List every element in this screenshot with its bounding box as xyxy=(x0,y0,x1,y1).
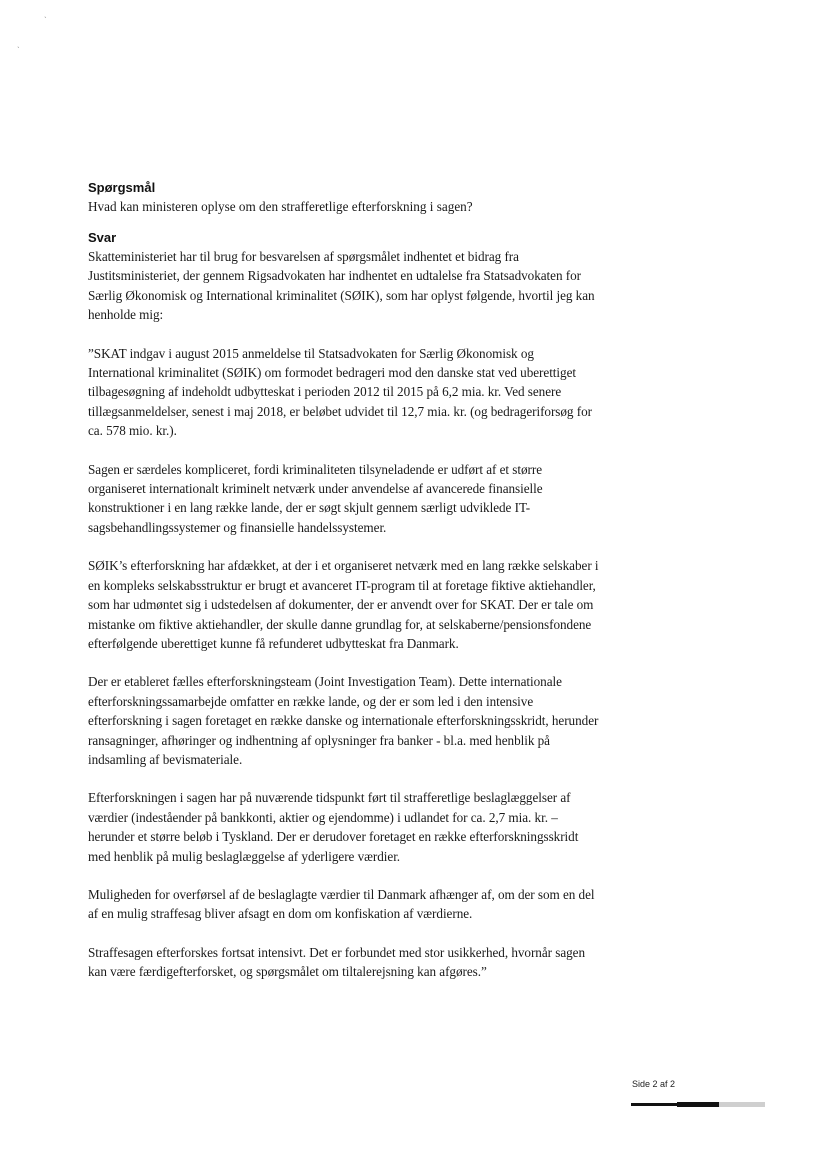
answer-paragraph: Straffesagen efterforskes fortsat intensivt. Det er forbundet med stor usikkerhed, hvornår sagen kan være færdigefterforsket, og spørgsmålet om tiltalerejsning kan afgøres.” xyxy=(88,944,586,980)
scan-artifact-mark: ˎ xyxy=(44,9,47,18)
answer-paragraph: Sagen er særdeles kompliceret, fordi kriminaliteten tilsyneladende er udført af et større organiseret internationalt kriminelt netværk under anvendelse af avancerede finansielle konstruktioner i en lang række lande, der er søgt skjult gennem særligt udviklede IT-sagsbehandlingssystemer og finansielle handelssystemer. xyxy=(88,461,543,535)
answer-paragraph: Muligheden for overførsel af de beslaglagte værdier til Danmark afhænger af, om der som en del af en mulig straffesag bliver afsagt en dom om konfiskation af værdierne. xyxy=(88,886,595,922)
question-heading: Spørgsmål xyxy=(88,180,156,195)
answer-paragraph: Efterforskningen i sagen har på nuværende tidspunkt ført til strafferetlige beslaglæggelser af værdier (indeståender på bankkonti, aktier og ejendomme) i udlandet for ca. 2,7 mia. kr. – herunder et større beløb i Tyskland. Der er derudover foretaget en række efterforskningsskridt med henblik på mulig beslaglæggelse af yderligere værdier. xyxy=(88,790,579,864)
answer-paragraph: ”SKAT indgav i august 2015 anmeldelse til Statsadvokaten for Særlig Økonomisk og International kriminalitet (SØIK) om formodet bedrageri mod den danske stat ved uberettiget tilbagesøgning af indeholdt udbytteskat i perioden 2012 til 2015 på 6,2 mia. kr. Ved senere tillægsanmeldelser, senest i maj 2018, er beløbet udvidet til 12,7 mia. kr. (og bedrageriforsøg for ca. 578 mio. kr.). xyxy=(88,345,592,439)
footer-rule-dark-thick xyxy=(677,1102,719,1107)
answer-heading: Svar xyxy=(88,230,117,245)
footer-rule xyxy=(631,1102,765,1107)
answer-paragraph: Skatteministeriet har til brug for besvarelsen af spørgsmålet indhentet et bidrag fra Justitsministeriet, der gennem Rigsadvokaten har indhentet en udtalelse fra Statsadvokaten for Særlig Økonomisk og International kriminalitet (SØIK), som har oplyst følgende, hvortil jeg kan henholde mig: xyxy=(88,249,595,323)
footer-rule-light xyxy=(719,1102,765,1107)
document-body xyxy=(88,178,600,1001)
scan-artifact-mark: ˎ xyxy=(17,39,20,48)
page-number: Side 2 af 2 xyxy=(632,1079,676,1089)
question-text: Hvad kan ministeren oplyse om den strafferetlige efterforskning i sagen? xyxy=(88,199,473,214)
answer-paragraph: Der er etableret fælles efterforskningsteam (Joint Investigation Team). Dette internationale efterforskningssamarbejde omfatter en række lande, og der er som led i den intensive efterforskning i sagen foretaget en række danske og internationale efterforskningsskridt, herunder ransagninger, afhøringer og indhentning af oplysninger fra banker - bl.a. med henblik på indsamling af bevismateriale. xyxy=(88,674,599,767)
answer-paragraph: SØIK’s efterforskning har afdækket, at der i et organiseret netværk med en lang række selskaber i en kompleks selskabsstruktur er brugt et avanceret IT-program til at foretage fiktive aktiehandler, som har udmøntet sig i udstedelsen af dokumenter, der er anvendt over for SKAT. Der er tale om mistanke om fiktive aktiehandler, der skulle danne grundlag for, at selskaberne/pensionsfondene efterfølgende uberettiget kunne få refunderet udbytteskat fra Danmark. xyxy=(88,558,599,651)
